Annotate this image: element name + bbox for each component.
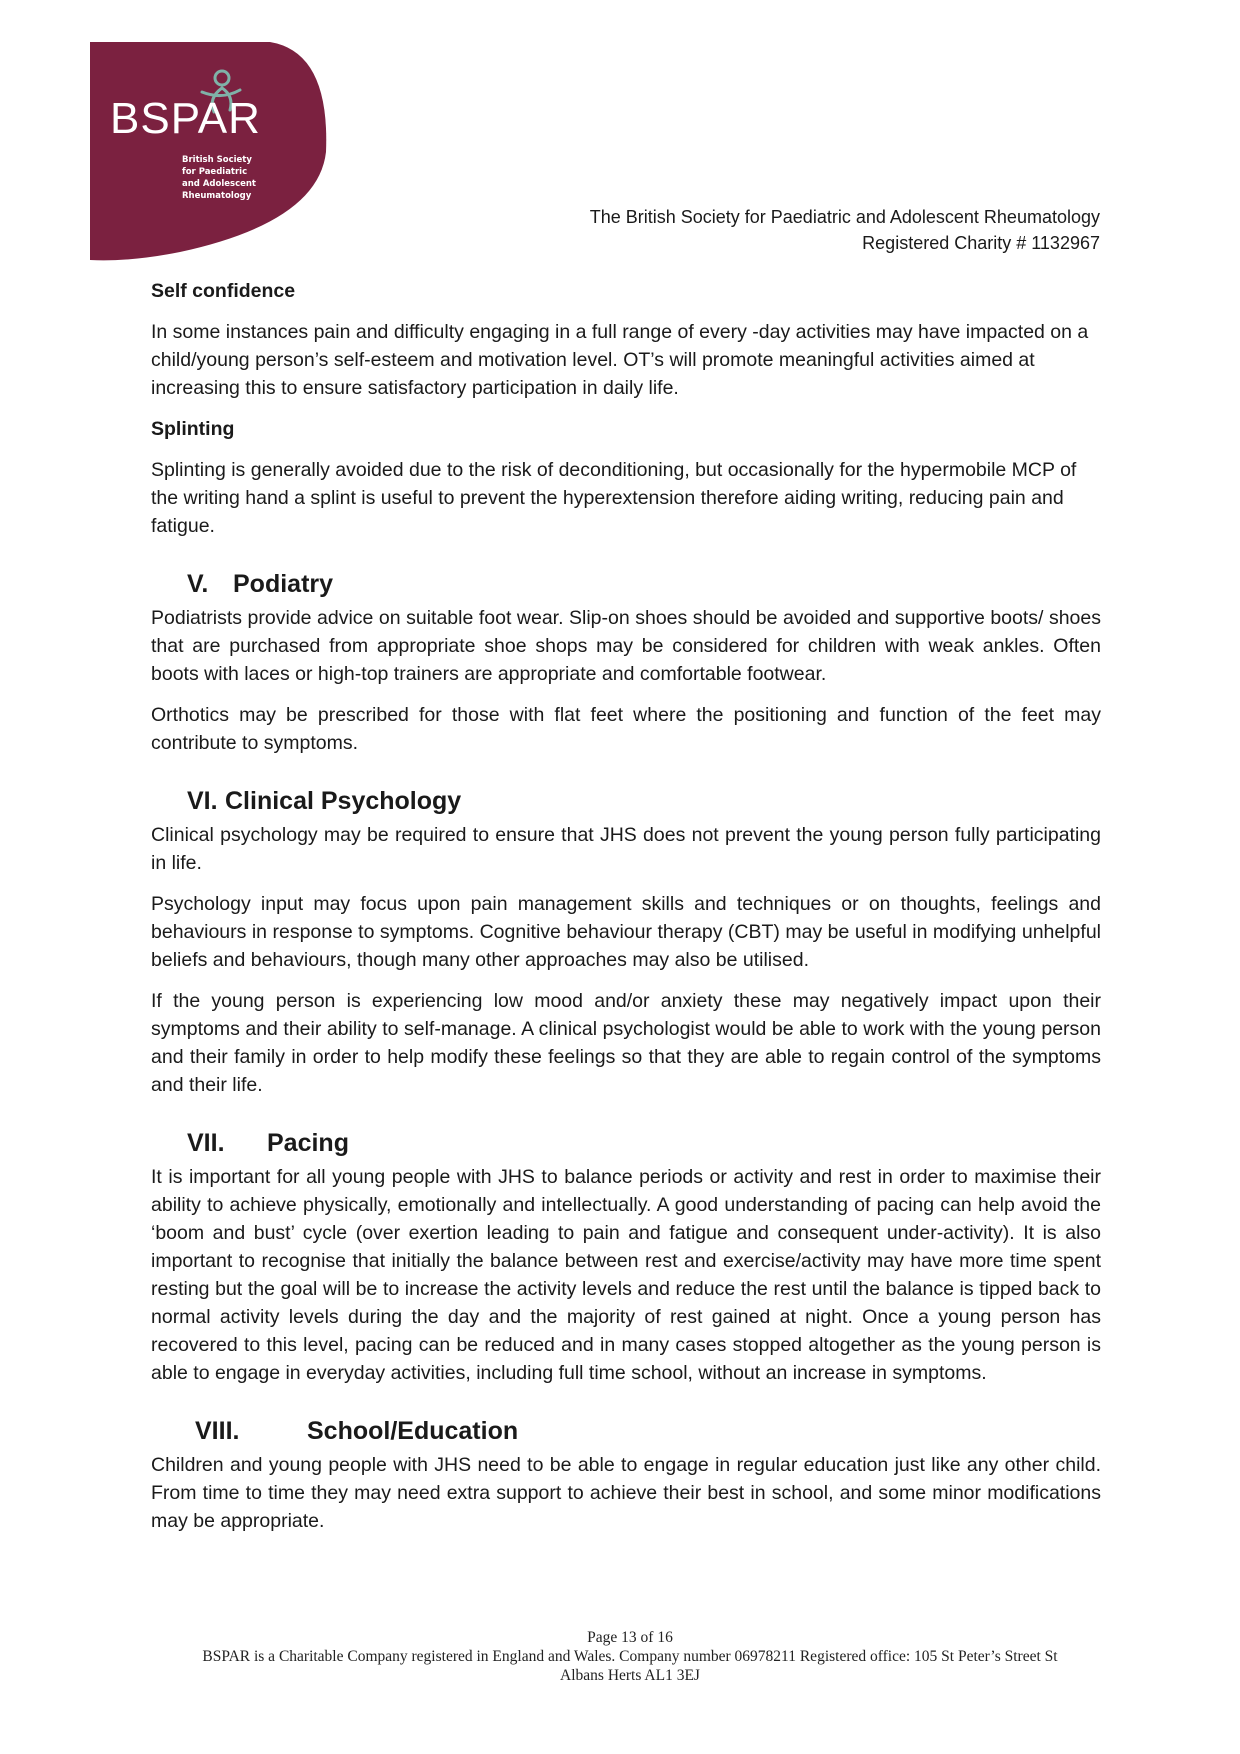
paragraph-psychology: Psychology input may focus upon pain management skills and techniques or on thoughts, feelings and behaviours in response to symptoms. Cognitive behaviour therapy (CBT) may be useful in modifying unhelpful beliefs and behaviours, though many other approaches may also be utilised. (151, 893, 1101, 971)
section-heading-clinical-psychology (187, 785, 1101, 817)
section-number: VIII. (195, 1417, 240, 1445)
section-number: VII. (187, 1129, 225, 1157)
organisation-name: The British Society for Paediatric and Adolescent Rheumatology (589, 207, 1100, 227)
logo-tagline-line: Rheumatology (182, 191, 252, 201)
page-footer (130, 1628, 1130, 1685)
organisation-header (590, 204, 1100, 256)
subheading-self-confidence: Self confidence (151, 280, 296, 302)
paragraph-splinting: Splinting is generally avoided due to the risk of deconditioning, but occasionally for the hypermobile MCP of the writing hand a splint is useful to prevent the hyperextension therefore aiding writing, reducing pain and fatigue. (151, 459, 1077, 537)
footer-registration: BSPAR is a Charitable Company registered in England and Wales. Company number 06978211 Registered office: 105 St Peter’s Street St (202, 1648, 1058, 1665)
section-title: Pacing (267, 1129, 349, 1157)
logo-tagline-line: for Paediatric (182, 167, 248, 177)
logo-wordmark: BSPAR (110, 94, 261, 143)
paragraph-podiatry: Podiatrists provide advice on suitable foot wear. Slip-on shoes should be avoided and supportive boots/ shoes that are purchased from appropriate shoe shops may be considered for children with weak ankles. Often boots with laces or high-top trainers are appropriate and comfortable footwear. (151, 607, 1101, 685)
paragraph-psychology: Clinical psychology may be required to ensure that JHS does not prevent the young person fully participating in life. (151, 824, 1101, 874)
paragraph-podiatry: Orthotics may be prescribed for those with flat feet where the positioning and function of the feet may contribute to symptoms. (151, 704, 1101, 754)
section-title: Podiatry (233, 570, 334, 598)
logo-tagline (182, 154, 256, 202)
logo-tagline-line: British Society (182, 155, 252, 165)
paragraph-psychology: If the young person is experiencing low mood and/or anxiety these may negatively impact upon their symptoms and their ability to self-manage. A clinical psychologist would be able to work with the young person and their family in order to help modify these feelings so that they are able to regain control of the symptoms and their life. (151, 990, 1101, 1096)
section-number: V. (187, 570, 209, 598)
charity-number: Registered Charity # 1132967 (862, 233, 1100, 253)
page-number: Page 13 of 16 (587, 1629, 673, 1646)
section-number: VI. (187, 787, 218, 815)
section-heading-pacing (187, 1127, 1101, 1159)
paragraph-self-confidence: In some instances pain and difficulty engaging in a full range of every -day activities may have impacted on a child/young person’s self-esteem and motivation level. OT’s will promote meaningful activities aimed at increasing this to ensure satisfactory participation in daily life. (151, 321, 1089, 399)
section-title: Clinical Psychology (225, 787, 462, 815)
document-body (151, 277, 1101, 1548)
section-heading-podiatry (187, 568, 1101, 600)
section-title: School/Education (307, 1417, 519, 1445)
bspar-logo (90, 42, 350, 262)
paragraph-pacing: It is important for all young people with JHS to balance periods or activity and rest in order to maximise their ability to achieve physically, emotionally and intellectually. A good understanding of pacing can help avoid the ‘boom and bust’ cycle (over exertion leading to pain and fatigue and consequent under-activity). It is also important to recognise that initially the balance between rest and exercise/activity may have more time spent resting but the goal will be to increase the activity levels and reduce the rest until the balance is tipped back to normal activity levels during the day and the majority of rest gained at night. Once a young person has recovered to this level, pacing can be reduced and in many cases stopped altogether as the young person is able to engage in everyday activities, including full time school, without an increase in symptoms. (151, 1166, 1101, 1384)
bspar-logo-graphic (90, 42, 350, 262)
footer-address: Albans Herts AL1 3EJ (560, 1667, 700, 1684)
section-heading-school-education (187, 1415, 1101, 1447)
logo-tagline-line: and Adolescent (182, 179, 256, 189)
subheading-splinting: Splinting (151, 418, 235, 440)
paragraph-school: Children and young people with JHS need to be able to engage in regular education just like any other child. From time to time they may need extra support to achieve their best in school, and some minor modifications may be appropriate. (151, 1454, 1101, 1532)
